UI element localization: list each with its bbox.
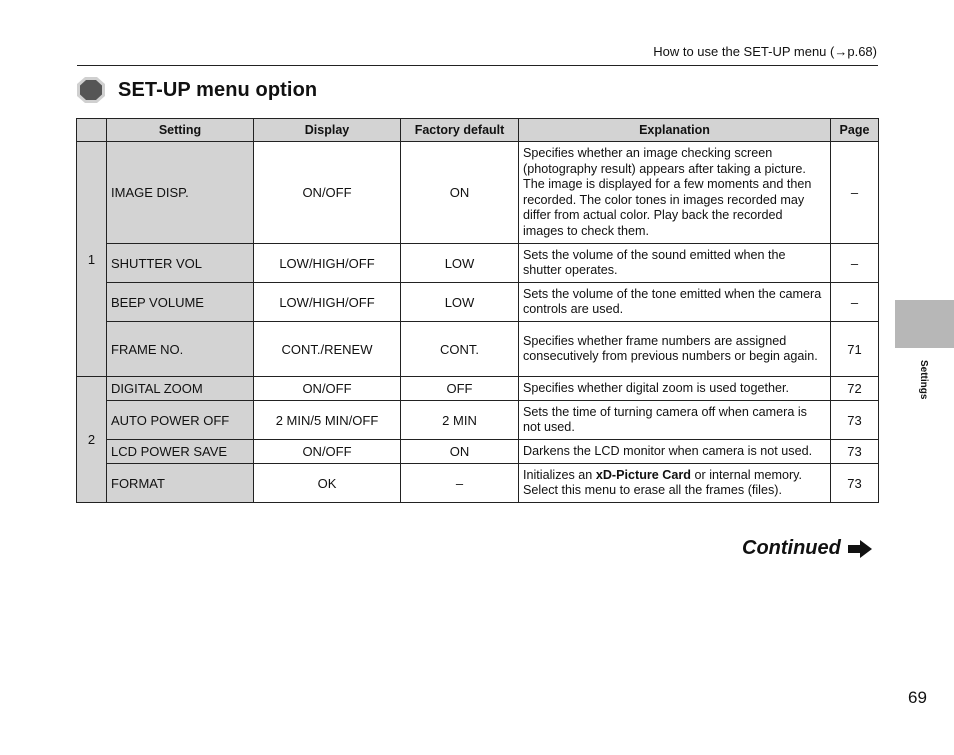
setup-options-table (76, 118, 879, 503)
header-setting: Setting (107, 119, 254, 142)
continued-indicator (742, 537, 873, 560)
page-cell: 73 (831, 440, 879, 464)
table-row (77, 440, 879, 464)
display-cell: ON/OFF (254, 142, 401, 244)
page-number: 69 (908, 688, 927, 707)
explanation-cell: Sets the volume of the sound emitted when the shutter operates. (519, 244, 831, 283)
default-cell: OFF (401, 377, 519, 401)
explanation-cell: Sets the time of turning camera off when camera is not used. (519, 401, 831, 440)
header-reference-suffix: p.68) (847, 44, 877, 59)
gray-octagon-icon (76, 76, 106, 104)
display-cell: 2 MIN/5 MIN/OFF (254, 401, 401, 440)
setting-cell: SHUTTER VOL (107, 244, 254, 283)
display-cell: OK (254, 464, 401, 503)
header-reference (653, 44, 877, 59)
group-label: 1 (77, 142, 107, 377)
table-row (77, 142, 879, 244)
page-cell: 73 (831, 401, 879, 440)
section-title: SET-UP menu option (118, 78, 318, 101)
default-cell: ON (401, 142, 519, 244)
setting-cell: DIGITAL ZOOM (107, 377, 254, 401)
header-reference-prefix: How to use the SET-UP menu ( (653, 44, 835, 59)
display-cell: ON/OFF (254, 377, 401, 401)
header-factory-default: Factory default (401, 119, 519, 142)
header-rule (77, 65, 878, 66)
header-explanation: Explanation (519, 119, 831, 142)
header-page: Page (831, 119, 879, 142)
display-cell: CONT./RENEW (254, 322, 401, 377)
table-row (77, 401, 879, 440)
default-cell: LOW (401, 283, 519, 322)
section-heading (76, 76, 317, 104)
header-group (77, 119, 107, 142)
explanation-cell (519, 464, 831, 503)
continued-label: Continued (742, 537, 841, 559)
default-cell: LOW (401, 244, 519, 283)
page-cell: 73 (831, 464, 879, 503)
setting-cell: FORMAT (107, 464, 254, 503)
table-row (77, 377, 879, 401)
default-cell: – (401, 464, 519, 503)
setting-cell: IMAGE DISP. (107, 142, 254, 244)
explanation-cell: Darkens the LCD monitor when camera is not used. (519, 440, 831, 464)
explanation-cell: Specifies whether digital zoom is used together. (519, 377, 831, 401)
default-cell: CONT. (401, 322, 519, 377)
right-arrow-icon (847, 539, 873, 559)
page-cell: – (831, 244, 879, 283)
setting-cell: BEEP VOLUME (107, 283, 254, 322)
explanation-cell: Sets the volume of the tone emitted when the camera controls are used. (519, 283, 831, 322)
table-row (77, 283, 879, 322)
explanation-text: Initializes an (523, 467, 596, 482)
display-cell: LOW/HIGH/OFF (254, 244, 401, 283)
explanation-cell: Specifies whether an image checking screen (photography result) appears after taking a picture. The image is displayed for a few moments and then recorded. The color tones in images recorded may differ from actual color. Play back the recorded images to check them. (519, 142, 831, 244)
setting-cell: LCD POWER SAVE (107, 440, 254, 464)
table-row (77, 322, 879, 377)
side-tab-label: Settings (918, 360, 929, 400)
table-row (77, 244, 879, 283)
page-cell: 72 (831, 377, 879, 401)
display-cell: ON/OFF (254, 440, 401, 464)
xd-picture-card-term: xD-Picture Card (595, 467, 691, 482)
table-header-row (77, 119, 879, 142)
default-cell: ON (401, 440, 519, 464)
display-cell: LOW/HIGH/OFF (254, 283, 401, 322)
page-cell: – (831, 283, 879, 322)
section-side-tab (895, 300, 954, 348)
setting-cell: FRAME NO. (107, 322, 254, 377)
page-cell: – (831, 142, 879, 244)
explanation-text: or internal memory. Select this menu to erase all the frames (files). (523, 467, 803, 497)
explanation-cell: Specifies whether frame numbers are assigned consecutively from previous numbers or begin again. (519, 322, 831, 377)
header-display: Display (254, 119, 401, 142)
default-cell: 2 MIN (401, 401, 519, 440)
arrow-icon: → (834, 44, 848, 59)
group-label: 2 (77, 377, 107, 503)
page-cell: 71 (831, 322, 879, 377)
table-row (77, 464, 879, 503)
setting-cell: AUTO POWER OFF (107, 401, 254, 440)
